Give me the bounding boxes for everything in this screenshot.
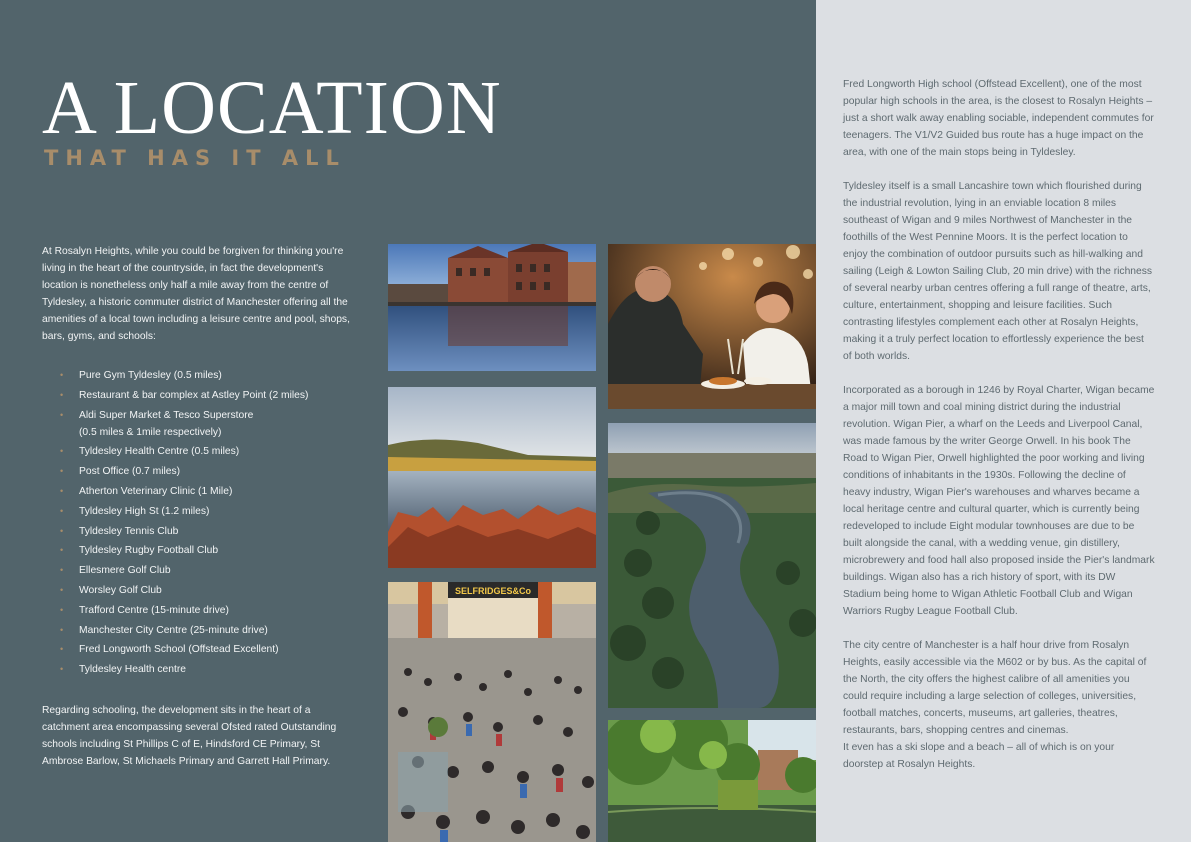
paragraph-manchester: The city centre of Manchester is a half hour drive from Rosalyn Heights, easily accessible via the M602 or by bus. As the capital of the North, the city offers the highest calibre of all amenities you could require including a large selection of colleges, universities, football matches, concerts, museums, art galleries, theatres, restaurants, bars, shopping centres and cinemas. [843, 640, 1147, 736]
schooling-paragraph: Regarding schooling, the development sits in the heart of a catchment area encompassing several Ofsted rated Outstanding schools including St Phillips C of E, Hindsford CE Primary, St Ambrose Barlow, St Michaels Primary and Garrett Hall Primary. [42, 705, 337, 767]
list-item: • Tyldesley Rugby Football Club [60, 542, 309, 559]
reservoir-sunset-photo [388, 387, 596, 568]
page-title: A LOCATION [42, 66, 502, 150]
list-item: • Trafford Centre (15-minute drive) [60, 602, 309, 619]
list-item: • Restaurant & bar complex at Astley Point (2 miles) [60, 387, 309, 404]
paragraph-wigan: Incorporated as a borough in 1246 by Royal Charter, Wigan became a major mill town and coal mining district during the industrial revolution. Wigan Pier, a wharf on the Leeds and Liverpool Canal, was made famous by the writer George Orwell. In his book The Road to Wigan Pier, Orwell highlighted the poor working and living conditions of inhabitants in the 1930s. Following the decline of heavy industry, Wigan Pier's warehouses and wharves became a local heritage centre and cultural quarter, which is currently being redeveloped to include Eight modular townhouses are due to be built alongside the canal, with a wedding venue, gin distillery, microbrewery and food hall also proposed inside the Pier's landmark buildings. Wigan also has a rich history of sport, with its DW Stadium being home to Wigan Athletic Football Club and Wigan Warriors Rugby League Football Club. [843, 385, 1155, 617]
list-item: • Worsley Golf Club [60, 582, 309, 599]
list-item: • Tyldesley Health Centre (0.5 miles) [60, 443, 309, 460]
list-item: • Post Office (0.7 miles) [60, 463, 309, 480]
list-item: • Manchester City Centre (25-minute drive) [60, 622, 309, 639]
restaurant-couple-photo [608, 244, 816, 409]
aerial-reservoir-photo [608, 423, 816, 708]
list-item: • Pure Gym Tyldesley (0.5 miles) [60, 367, 309, 384]
list-item-continuation: (0.5 miles & 1mile respectively) [79, 426, 222, 438]
list-item: • Atherton Veterinary Clinic (1 Mile) [60, 483, 309, 500]
list-item: • Tyldesley Health centre [60, 661, 309, 678]
amenities-list [60, 367, 309, 681]
intro-paragraph: At Rosalyn Heights, while you could be forgiven for thinking you're living in the heart of the countryside, in fact the development's location is nonetheless only half a mile away from the centre of Tyldesley, a historic commuter district of Manchester offering all the amenities of a local town including a leisure centre and pool, shops, bars, gyms, and schools: [42, 246, 350, 342]
list-item: • Ellesmere Golf Club [60, 562, 309, 579]
park-pond-photo [608, 720, 816, 842]
paragraph-tyldesley: Tyldesley itself is a small Lancashire town which flourished during the industrial revolution, lying in an enviable location 8 miles southeast of Wigan and 9 miles Northwest of Manchester in the foothills of the West Pennine Moors. It is the perfect location to enjoy the combination of outdoor pursuits such as hill-walking and sailing (Leigh & Lowton Sailing Club, 20 min drive) with the richness of several nearby urban centres offering a full range of theatre, arts, culture, entertainment, shopping and leisure facilities. Such contrasting lifestyles complement each other at Rosalyn Heights, making it a truly perfect location to effortlessly experience the best of both worlds. [843, 181, 1153, 362]
paragraph-schools: Fred Longworth High school (Offstead Excellent), one of the most popular high schools in the area, is the closest to Rosalyn Heights – just a short walk away enabling sociable, independent commutes for teenagers. The V1/V2 Guided bus route has a huge impact on the area, with one of the main stops being in Tyldesley. [843, 79, 1154, 158]
list-item: • Fred Longworth School (Offstead Excellent) [60, 641, 309, 658]
paragraph-ski-slope: It even has a ski slope and a beach – all of which is on your doorstep at Rosalyn Heights. [843, 742, 1115, 770]
right-column-text [843, 76, 1155, 790]
canal-warehouse-photo [388, 244, 596, 371]
list-item: • Aldi Super Market & Tesco Superstore [60, 407, 309, 424]
selfridges-sign: SELFRIDGES&Co [454, 586, 532, 596]
list-item: • Tyldesley Tennis Club [60, 523, 309, 540]
shopping-centre-photo [388, 582, 596, 842]
list-item: • Tyldesley High St (1.2 miles) [60, 503, 309, 520]
page-subtitle: THAT HAS IT ALL [44, 146, 346, 170]
